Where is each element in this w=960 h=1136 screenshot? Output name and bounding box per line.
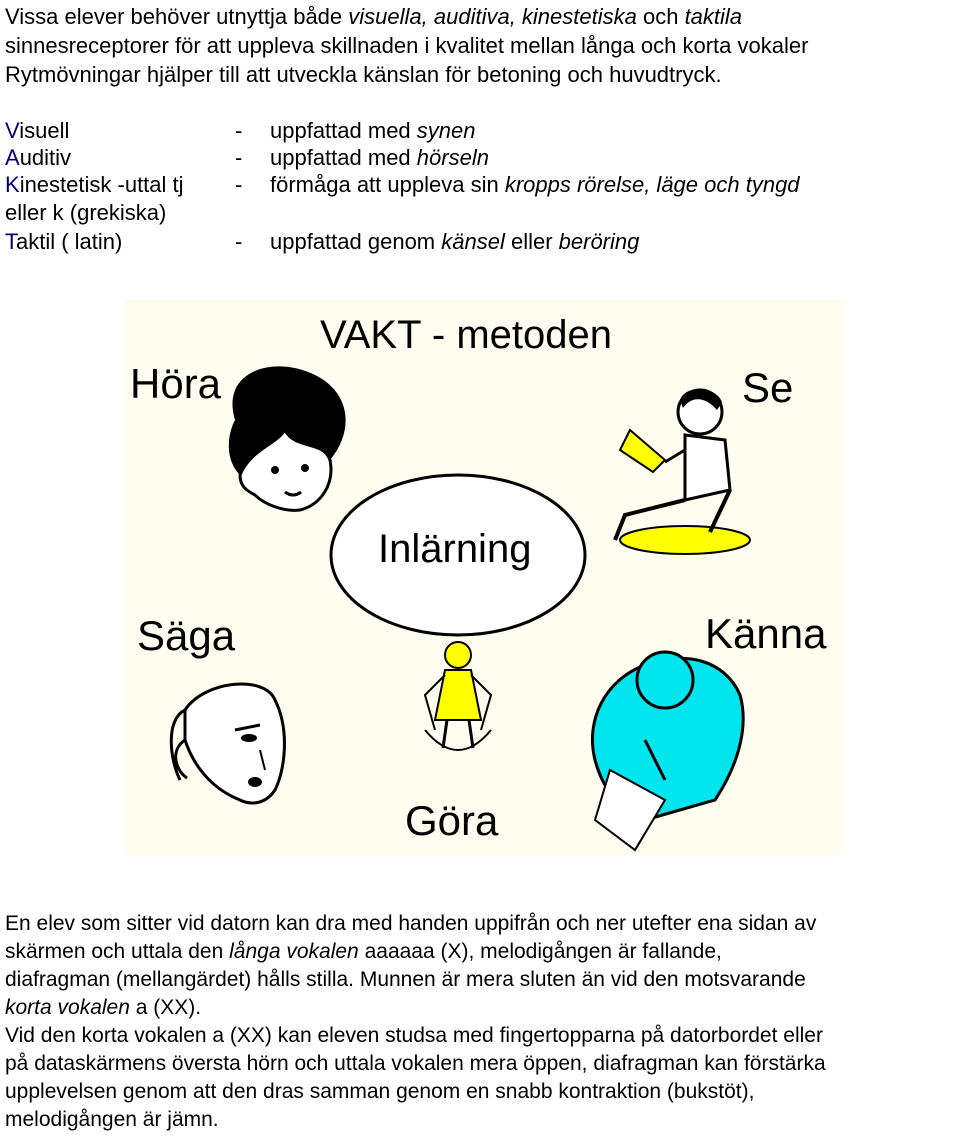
- explanation-paragraph: [5, 910, 960, 1134]
- vakt-diagram: [125, 300, 845, 855]
- explanation-line: upplevelsen genom att den dras samman genom en snabb kontraktion (bukstöt),: [5, 1080, 755, 1103]
- definition-term: Auditiv: [5, 145, 72, 170]
- intro-line-3: Rytmövningar hjälper till att utveckla känslan för betoning och huvudtryck.: [5, 62, 722, 87]
- listening-head-icon: [229, 366, 346, 510]
- explanation-line: Vid den korta vokalen a (XX) kan eleven studsa med fingertopparna på datorbordet eller: [5, 1024, 823, 1047]
- definition-term: Taktil ( latin): [5, 229, 123, 254]
- explanation-line: melodigången är jämn.: [5, 1108, 219, 1131]
- definition-dash: -: [235, 118, 243, 143]
- definition-description: förmåga att uppleva sin kropps rörelse, läge och tyngd: [270, 172, 800, 197]
- intro-text: Vissa elever behöver utnyttja både: [5, 4, 349, 29]
- label-saga: Säga: [137, 612, 236, 659]
- explanation-line: korta vokalen a (XX).: [5, 996, 202, 1019]
- intro-paragraph: [5, 2, 955, 89]
- figure-title: VAKT - metoden: [320, 313, 612, 357]
- definition-dash: -: [235, 172, 243, 197]
- explanation-line: diafragman (mellangärdet) hålls stilla. Munnen är mera sluten än vid den motsvarande: [5, 968, 806, 991]
- explanation-line: på dataskärmens översta hörn och uttala vokalen mera öppen, diafragman kan förstärka: [5, 1052, 826, 1075]
- definition-dash: -: [235, 145, 243, 170]
- label-gora: Göra: [405, 797, 499, 844]
- definition-term: eller k (grekiska): [5, 200, 167, 225]
- intro-line-2: sinnesreceptorer för att uppleva skillnaden i kvalitet mellan långa och korta vokaler: [5, 33, 809, 58]
- label-hora: Höra: [130, 360, 222, 407]
- explanation-line: En elev som sitter vid datorn kan dra med handen uppifrån och ner utefter ena sidan av: [5, 912, 817, 935]
- definition-term: Kinestetisk -uttal tj: [5, 172, 184, 197]
- definition-dash: -: [235, 229, 243, 254]
- label-kanna: Känna: [705, 610, 827, 657]
- intro-taktila: taktila: [684, 4, 743, 29]
- definition-description: uppfattad med synen: [270, 118, 476, 143]
- intro-line-1: [5, 2, 955, 31]
- definition-description: uppfattad med hörseln: [270, 145, 489, 170]
- intro-senses: visuella, auditiva, kinestetiska: [348, 4, 637, 29]
- definition-description: uppfattad genom känsel eller beröring: [270, 229, 640, 254]
- vakt-figure: [125, 300, 845, 855]
- explanation-line: skärmen och uttala den långa vokalen aaaaaa (X), melodigången är fallande,: [5, 940, 722, 963]
- label-inlarning: Inlärning: [378, 527, 532, 571]
- label-se: Se: [742, 364, 794, 411]
- intro-text: och: [636, 4, 685, 29]
- definition-term: Visuell: [5, 118, 70, 143]
